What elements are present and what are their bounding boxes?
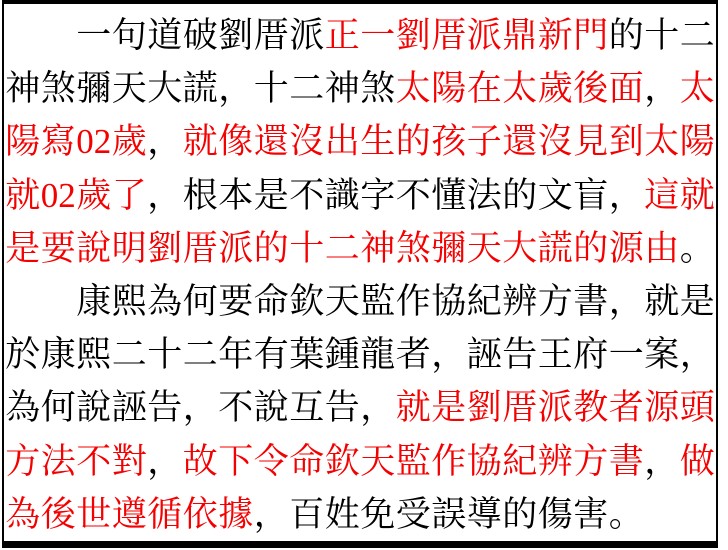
char: 後	[40, 494, 76, 534]
char: 為	[147, 282, 183, 322]
char: 的	[395, 122, 431, 162]
char: 厝	[502, 388, 538, 428]
char: 十	[289, 228, 325, 268]
char: 熙	[76, 335, 112, 375]
char: 派	[466, 16, 502, 56]
char: ，	[147, 122, 183, 162]
char: 作	[395, 282, 431, 322]
char: ，	[147, 441, 183, 481]
char: 盲	[573, 175, 609, 215]
char: 歲	[111, 122, 147, 162]
char: 沒	[537, 122, 573, 162]
char: 二	[111, 335, 147, 375]
char: 新	[537, 16, 573, 56]
char: 頭	[679, 388, 715, 428]
char: 就	[679, 175, 715, 215]
char: 劉	[395, 16, 431, 56]
char: 煞	[360, 69, 396, 109]
char: 太	[502, 69, 538, 109]
char: 太	[395, 69, 431, 109]
char: 告	[502, 335, 538, 375]
char: ，	[608, 282, 644, 322]
text-line	[5, 488, 715, 541]
char: 天	[360, 441, 396, 481]
char: 到	[608, 122, 644, 162]
char: 還	[502, 122, 538, 162]
char: 不	[218, 388, 254, 428]
char: 為	[5, 494, 41, 534]
char: 煞	[40, 69, 76, 109]
char: 鍾	[324, 335, 360, 375]
char: 派	[289, 16, 325, 56]
char: 句	[111, 16, 147, 56]
char: 案	[644, 335, 680, 375]
char: 協	[466, 441, 502, 481]
char: ，	[608, 175, 644, 215]
char: 像	[218, 122, 254, 162]
char: 出	[324, 122, 360, 162]
char: 方	[5, 441, 41, 481]
char: 害	[573, 494, 609, 534]
char: ，	[644, 69, 680, 109]
page-border-frame	[2, 0, 718, 548]
char: 明	[111, 228, 147, 268]
char: 一	[76, 16, 112, 56]
char: 神	[5, 69, 41, 109]
text-line	[5, 328, 715, 381]
char: 就	[395, 388, 431, 428]
char: 是	[253, 175, 289, 215]
char: 說	[76, 228, 112, 268]
char: 百	[289, 494, 325, 534]
char: 者	[395, 335, 431, 375]
char: ，	[218, 69, 254, 109]
text-line	[5, 115, 715, 168]
char: 龍	[360, 335, 396, 375]
char: 。	[679, 228, 715, 268]
char: 下	[218, 441, 254, 481]
char: 厝	[253, 16, 289, 56]
char: 書	[573, 282, 609, 322]
char: 在	[466, 69, 502, 109]
char: 有	[253, 335, 289, 375]
text-line	[5, 9, 715, 62]
char: 不	[395, 175, 431, 215]
char: 要	[40, 228, 76, 268]
char: 厝	[431, 16, 467, 56]
char: 府	[573, 335, 609, 375]
char: 就	[644, 282, 680, 322]
char: ，	[431, 335, 467, 375]
char: 了	[111, 175, 147, 215]
char: 還	[253, 122, 289, 162]
char: 孩	[431, 122, 467, 162]
text-line	[5, 222, 715, 275]
char: 紀	[466, 282, 502, 322]
char: 天	[324, 282, 360, 322]
char: 鼎	[502, 16, 538, 56]
char: 的	[502, 175, 538, 215]
char: 陽	[431, 69, 467, 109]
char: 的	[502, 494, 538, 534]
char: 的	[253, 228, 289, 268]
char: 王	[537, 335, 573, 375]
char: ，	[644, 441, 680, 481]
char: 二	[679, 16, 715, 56]
char: 寫	[40, 122, 76, 162]
char: 是	[431, 388, 467, 428]
char: 煞	[395, 228, 431, 268]
char: 劉	[218, 16, 254, 56]
char: 辨	[537, 441, 573, 481]
char: 誤	[431, 494, 467, 534]
char: 神	[360, 228, 396, 268]
char: 二	[324, 228, 360, 268]
char: 的	[608, 16, 644, 56]
char: 子	[466, 122, 502, 162]
char: 面	[608, 69, 644, 109]
char: 02	[76, 122, 112, 162]
char: 欽	[324, 441, 360, 481]
char: 二	[289, 69, 325, 109]
char: 受	[395, 494, 431, 534]
char: 康	[76, 282, 112, 322]
char: 熙	[111, 282, 147, 322]
char: 陽	[679, 122, 715, 162]
char: 厝	[182, 228, 218, 268]
char: 由	[644, 228, 680, 268]
char: 紀	[502, 441, 538, 481]
char: 依	[182, 494, 218, 534]
char: 生	[360, 122, 396, 162]
char: 02	[40, 175, 76, 215]
char: 是	[5, 228, 41, 268]
char: 世	[76, 494, 112, 534]
char: 傷	[537, 494, 573, 534]
char: 的	[573, 228, 609, 268]
char: 說	[253, 388, 289, 428]
char: 不	[289, 175, 325, 215]
char: 太	[679, 69, 715, 109]
char: 天	[466, 228, 502, 268]
char: 要	[218, 282, 254, 322]
char: 懂	[431, 175, 467, 215]
char: 何	[40, 388, 76, 428]
char: 告	[324, 388, 360, 428]
char: 年	[218, 335, 254, 375]
char: 識	[324, 175, 360, 215]
char: 法	[466, 175, 502, 215]
char: 令	[253, 441, 289, 481]
char: 一	[608, 335, 644, 375]
char: 方	[573, 441, 609, 481]
char: 是	[679, 282, 715, 322]
text-line	[5, 62, 715, 115]
char: 命	[289, 441, 325, 481]
char: 為	[5, 388, 41, 428]
char: 導	[466, 494, 502, 534]
char: 破	[182, 16, 218, 56]
char: 大	[502, 228, 538, 268]
char: 方	[537, 282, 573, 322]
text-content	[5, 9, 715, 541]
char: 歲	[76, 175, 112, 215]
char: 歲	[537, 69, 573, 109]
char: 這	[644, 175, 680, 215]
char: 門	[573, 16, 609, 56]
char: 命	[253, 282, 289, 322]
char: 十	[147, 335, 183, 375]
char: 做	[679, 441, 715, 481]
char: 陽	[5, 122, 41, 162]
char: 源	[608, 228, 644, 268]
char: 源	[644, 388, 680, 428]
char: 劉	[466, 388, 502, 428]
char: 見	[573, 122, 609, 162]
char: 十	[253, 69, 289, 109]
char: 派	[537, 388, 573, 428]
char: 遵	[111, 494, 147, 534]
char: 一	[360, 16, 396, 56]
char: 大	[147, 69, 183, 109]
char: 作	[431, 441, 467, 481]
char: 神	[324, 69, 360, 109]
char: 監	[395, 441, 431, 481]
char: 就	[5, 175, 41, 215]
char: 書	[608, 441, 644, 481]
char: 誣	[111, 388, 147, 428]
text-line	[5, 435, 715, 488]
char: 康	[40, 335, 76, 375]
char: 欽	[289, 282, 325, 322]
char: 對	[111, 441, 147, 481]
char: 沒	[289, 122, 325, 162]
char: 文	[537, 175, 573, 215]
char: 彌	[76, 69, 112, 109]
char: 正	[324, 16, 360, 56]
text-line	[5, 275, 715, 328]
char: 監	[360, 282, 396, 322]
text-line	[5, 381, 715, 434]
char: ，	[147, 175, 183, 215]
char: 法	[40, 441, 76, 481]
char: 二	[182, 335, 218, 375]
char: 派	[218, 228, 254, 268]
char: 互	[289, 388, 325, 428]
char: 免	[360, 494, 396, 534]
char: 道	[147, 16, 183, 56]
char: 葉	[289, 335, 325, 375]
char: 劉	[147, 228, 183, 268]
char: 者	[608, 388, 644, 428]
char: 協	[431, 282, 467, 322]
char: ，	[679, 335, 715, 375]
char: 誣	[466, 335, 502, 375]
char: 彌	[431, 228, 467, 268]
text-line	[5, 169, 715, 222]
char: 謊	[537, 228, 573, 268]
char: 於	[5, 335, 41, 375]
char: 故	[182, 441, 218, 481]
char: 天	[111, 69, 147, 109]
char: 根	[182, 175, 218, 215]
char: 姓	[324, 494, 360, 534]
char: 。	[608, 494, 644, 534]
char: 告	[147, 388, 183, 428]
char: 循	[147, 494, 183, 534]
char: 十	[644, 16, 680, 56]
char: 後	[573, 69, 609, 109]
char: 太	[644, 122, 680, 162]
char: 就	[182, 122, 218, 162]
char: 謊	[182, 69, 218, 109]
char: ，	[182, 388, 218, 428]
char: 辨	[502, 282, 538, 322]
char: 何	[182, 282, 218, 322]
char: 不	[76, 441, 112, 481]
char: 字	[360, 175, 396, 215]
char: 說	[76, 388, 112, 428]
char: 據	[218, 494, 254, 534]
char: 本	[218, 175, 254, 215]
char: ，	[253, 494, 289, 534]
char: ，	[360, 388, 396, 428]
char: 教	[573, 388, 609, 428]
